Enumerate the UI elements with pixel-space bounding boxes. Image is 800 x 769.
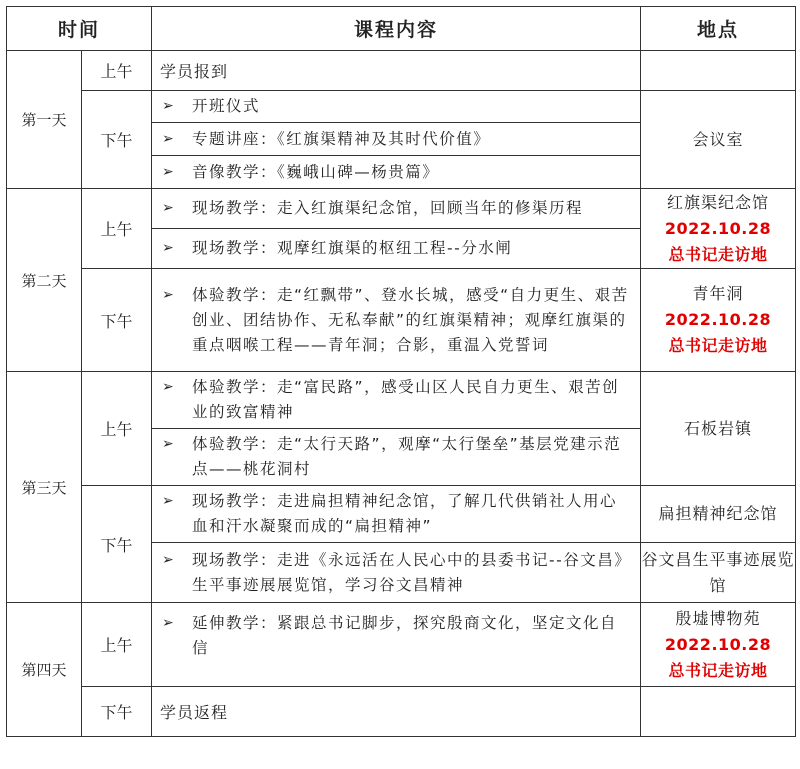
day-4-am-label: 上午 — [82, 603, 152, 687]
arrow-bullet-icon: ➢ — [162, 286, 176, 303]
schedule-item: ➢ 现场教学：走进《永远活在人民心中的县委书记--谷文昌》生平事迹展展览馆，学习谷文昌精神 — [152, 543, 641, 603]
arrow-bullet-icon: ➢ — [162, 379, 176, 395]
header-time: 时间 — [7, 7, 152, 51]
header-location: 地点 — [641, 7, 796, 51]
day-2-pm-location — [641, 269, 796, 372]
visit-date: 2022.10.28 — [664, 310, 772, 329]
day-1-pm-location: 会议室 — [641, 91, 796, 189]
day-2-label: 第二天 — [7, 189, 82, 372]
day-3-label: 第三天 — [7, 372, 82, 603]
day-3-pm-location-2: 谷文昌生平事迹展览馆 — [641, 543, 796, 603]
schedule-item: ➢ 体验教学：走“红飘带”、登水长城，感受“自力更生、艰苦创业、团结协作、无私奉献”的红旗渠精神；观摩红旗渠的重点咽喉工程——青年洞；合影，重温入党誓词 — [152, 269, 641, 372]
location-name: 红旗渠纪念馆 — [667, 192, 770, 212]
schedule-item: ➢ 现场教学：走入红旗渠纪念馆，回顾当年的修渠历程 — [152, 189, 641, 229]
day-1-am-label: 上午 — [82, 51, 152, 91]
day-1-am-location — [641, 51, 796, 91]
arrow-bullet-icon: ➢ — [162, 200, 176, 216]
day-4-pm-label: 下午 — [82, 687, 152, 737]
arrow-bullet-icon: ➢ — [162, 163, 176, 180]
day-2-am-label: 上午 — [82, 189, 152, 269]
location-name: 青年洞 — [692, 284, 744, 303]
schedule-item: ➢ 体验教学：走“太行天路”，观摩“太行堡垒”基层党建示范点——桃花洞村 — [152, 429, 641, 486]
day-4-pm-item: 学员返程 — [152, 687, 641, 737]
schedule-item: ➢ 开班仪式 — [152, 91, 641, 123]
day-4-pm-location — [641, 687, 796, 737]
day-2-pm-label: 下午 — [82, 269, 152, 372]
schedule-item: ➢ 现场教学：走进扁担精神纪念馆，了解几代供销社人用心血和汗水凝聚而成的“扁担精神” — [152, 486, 641, 543]
location-name: 殷墟博物苑 — [675, 608, 761, 628]
day-1-label: 第一天 — [7, 51, 82, 189]
schedule-item: ➢ 音像教学：《巍峨山碑—杨贵篇》 — [152, 156, 641, 189]
schedule-item: ➢ 体验教学：走“富民路”，感受山区人民自力更生、艰苦创业的致富精神 — [152, 372, 641, 429]
day-3-am-location: 石板岩镇 — [641, 372, 796, 486]
day-4-label: 第四天 — [7, 603, 82, 737]
schedule-item: ➢ 现场教学：观摩红旗渠的枢纽工程--分水闸 — [152, 229, 641, 269]
day-3-am-label: 上午 — [82, 372, 152, 486]
schedule-table — [6, 6, 796, 737]
arrow-bullet-icon: ➢ — [162, 98, 176, 114]
schedule-item: ➢ 专题讲座：《红旗渠精神及其时代价值》 — [152, 123, 641, 156]
day-2-am-location — [641, 189, 796, 269]
visit-note: 总书记走访地 — [668, 660, 768, 680]
visit-date: 2022.10.28 — [664, 218, 772, 238]
arrow-bullet-icon: ➢ — [162, 493, 176, 509]
day-1-am-item: 学员报到 — [152, 51, 641, 91]
arrow-bullet-icon: ➢ — [162, 130, 176, 147]
arrow-bullet-icon: ➢ — [162, 551, 176, 568]
header-content: 课程内容 — [152, 7, 641, 51]
visit-date: 2022.10.28 — [664, 634, 772, 654]
day-1-pm-label: 下午 — [82, 91, 152, 189]
arrow-bullet-icon: ➢ — [162, 436, 176, 452]
visit-note: 总书记走访地 — [668, 244, 768, 264]
day-4-am-location — [641, 603, 796, 687]
visit-note: 总书记走访地 — [668, 336, 768, 355]
day-3-pm-label: 下午 — [82, 486, 152, 603]
schedule-item: ➢ 延伸教学：紧跟总书记脚步，探究殷商文化，坚定文化自信 — [152, 603, 641, 687]
day-3-pm-location-1: 扁担精神纪念馆 — [641, 486, 796, 543]
arrow-bullet-icon: ➢ — [162, 240, 176, 256]
arrow-bullet-icon: ➢ — [162, 615, 176, 631]
